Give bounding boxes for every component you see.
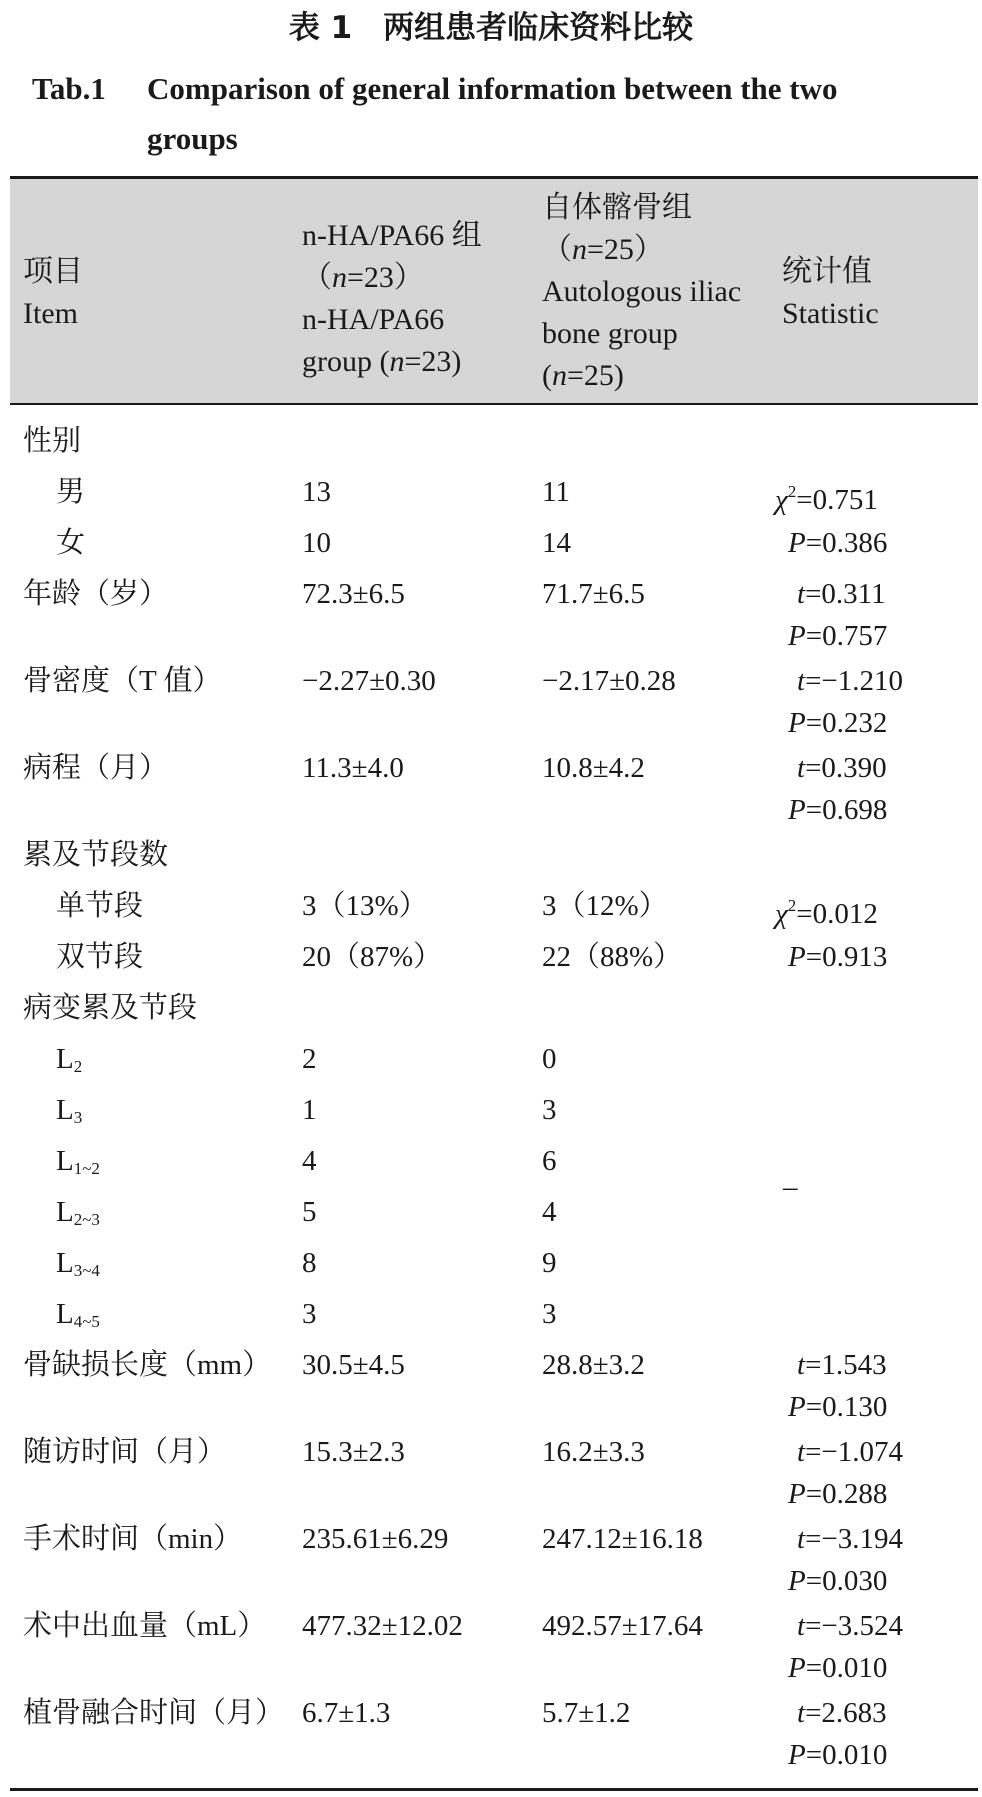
row-label: 女 (56, 527, 86, 559)
group1-value: 72.3±6.5 (302, 578, 405, 610)
row-label: 骨缺损长度（mm） (23, 1349, 272, 1381)
header-statistic-cn: 统计值 (782, 255, 872, 288)
row-label: 性别 (23, 425, 82, 457)
statistic-line2: P=0.010 (788, 1652, 888, 1684)
group1-value: 8 (302, 1247, 317, 1279)
group2-value: 3（12%） (542, 890, 668, 922)
statistic-line1: t=2.683 (797, 1697, 887, 1729)
header-statistic (782, 251, 879, 335)
statistic-line1: t=−1.210 (797, 665, 904, 697)
row-label: $L_3$ (56, 1094, 83, 1127)
row-label: $L_2$ (56, 1043, 83, 1076)
group1-value: 3（13%） (302, 890, 428, 922)
table-title-en-line1: Comparison of general information between the two (147, 71, 838, 106)
group2-value: 247.12±16.18 (542, 1523, 703, 1555)
table-title-en (32, 64, 962, 164)
row-label: 双节段 (56, 941, 144, 973)
row-label: 病变累及节段 (23, 992, 198, 1024)
header-group1-n: （n=23） (302, 261, 424, 294)
header-item-en: Item (23, 297, 78, 330)
header-group1-en2: group (n=23) (302, 345, 462, 378)
statistic-line1: $\chi^2=0.012$ (775, 896, 878, 930)
row-label: 手术时间（min） (23, 1523, 243, 1555)
bottom-rule (10, 1788, 978, 1791)
statistic-line1: t=−3.524 (797, 1610, 904, 1642)
group2-value: 28.8±3.2 (542, 1349, 645, 1381)
header-group1 (302, 215, 482, 383)
statistic-line1: t=−3.194 (797, 1523, 904, 1555)
statistic-value (788, 1431, 904, 1515)
header-group1-en1: n-HA/PA66 (302, 303, 445, 336)
header-rule (10, 403, 978, 405)
group1-value: 10 (302, 527, 331, 559)
statistic-value (775, 885, 878, 935)
table-title-cn: 表 1 两组患者临床资料比较 (288, 10, 694, 46)
statistic-line1: $\chi^2=0.751$ (775, 482, 878, 516)
row-label: 单节段 (56, 890, 144, 922)
statistic-line2: P=0.757 (788, 620, 888, 652)
header-group2-cn: 自体髂骨组 (542, 191, 692, 224)
group2-value: −2.17±0.28 (542, 665, 676, 697)
row-label: 植骨融合时间（月） (23, 1697, 285, 1729)
group1-value: 5 (302, 1196, 317, 1228)
statistic-line2: P=0.030 (788, 1565, 888, 1597)
statistic-value (788, 1605, 904, 1689)
row-label: $L_{3\sim 4}$ (56, 1247, 100, 1280)
statistic-line1: t=1.543 (797, 1349, 887, 1381)
group1-value: 4 (302, 1145, 317, 1177)
row-label: 随访时间（月） (23, 1436, 227, 1468)
segment-statistic: – (783, 1171, 798, 1203)
group2-value: 10.8±4.2 (542, 752, 645, 784)
header-group2 (542, 187, 741, 397)
row-label: 男 (56, 476, 86, 508)
header-statistic-en: Statistic (782, 297, 879, 330)
group2-value: 16.2±3.3 (542, 1436, 645, 1468)
statistic-value (788, 1692, 888, 1776)
statistic-line2: P=0.232 (788, 707, 888, 739)
group1-value: 20（87%） (302, 941, 443, 973)
group2-value: 6 (542, 1145, 557, 1177)
row-label: $L_{1\sim 2}$ (56, 1145, 100, 1178)
group2-value: 9 (542, 1247, 557, 1279)
header-group2-en1: Autologous iliac (542, 275, 742, 308)
statistic-value (788, 660, 904, 744)
row-label: $L_{2\sim 3}$ (56, 1196, 100, 1229)
group1-value: 13 (302, 476, 331, 508)
statistic-value (788, 936, 887, 978)
group2-value: 492.57±17.64 (542, 1610, 703, 1642)
group2-value: 5.7±1.2 (542, 1697, 631, 1729)
group1-value: 2 (302, 1043, 317, 1075)
header-group2-en3: (n=25) (542, 359, 624, 392)
header-item (23, 251, 83, 335)
statistic-value (788, 747, 888, 831)
row-label: $L_{4\sim 5}$ (56, 1298, 100, 1331)
group2-value: 3 (542, 1298, 557, 1330)
group1-value: 11.3±4.0 (302, 752, 404, 784)
group2-value: 4 (542, 1196, 557, 1228)
group2-value: 14 (542, 527, 571, 559)
table-title-en-line2: groups (147, 121, 238, 156)
group1-value: 30.5±4.5 (302, 1349, 405, 1381)
group1-value: 15.3±2.3 (302, 1436, 405, 1468)
statistic-line1: t=−1.074 (797, 1436, 904, 1468)
header-group2-n: （n=25） (542, 233, 664, 266)
statistic-line1: t=0.311 (797, 578, 886, 610)
row-label: 累及节段数 (23, 839, 169, 871)
group2-value: 11 (542, 476, 570, 508)
group1-value: 6.7±1.3 (302, 1697, 391, 1729)
row-label: 年龄（岁） (23, 578, 169, 610)
row-label: 病程（月） (23, 752, 169, 784)
group1-value: 235.61±6.29 (302, 1523, 449, 1555)
row-label: 骨密度（T 值） (23, 665, 222, 697)
group2-value: 71.7±6.5 (542, 578, 645, 610)
table-label-en: Tab.1 (32, 71, 106, 106)
header-group1-cn: n-HA/PA66 组 (302, 219, 482, 252)
group2-value: 0 (542, 1043, 557, 1075)
group1-value: −2.27±0.30 (302, 665, 436, 697)
statistic-line2: P=0.130 (788, 1391, 888, 1423)
statistic-value (788, 1518, 904, 1602)
header-group2-en2: bone group (542, 317, 678, 350)
group1-value: 477.32±12.02 (302, 1610, 463, 1642)
group2-value: 3 (542, 1094, 557, 1126)
statistic-line1: t=0.390 (797, 752, 887, 784)
statistic-value (788, 573, 888, 657)
group2-value: 22（88%） (542, 941, 683, 973)
statistic-line1: P=0.386 (788, 527, 888, 559)
header-item-cn: 项目 (23, 255, 83, 288)
group1-value: 1 (302, 1094, 317, 1126)
row-label: 术中出血量（mL） (23, 1610, 267, 1642)
statistic-value (775, 471, 878, 521)
statistic-line2: P=0.698 (788, 794, 888, 826)
top-rule (10, 176, 978, 179)
group1-value: 3 (302, 1298, 317, 1330)
statistic-value (788, 1344, 888, 1428)
statistic-line2: P=0.010 (788, 1739, 888, 1771)
statistic-line2: P=0.288 (788, 1478, 888, 1510)
statistic-line1: P=0.913 (788, 941, 888, 973)
statistic-value (788, 522, 887, 564)
